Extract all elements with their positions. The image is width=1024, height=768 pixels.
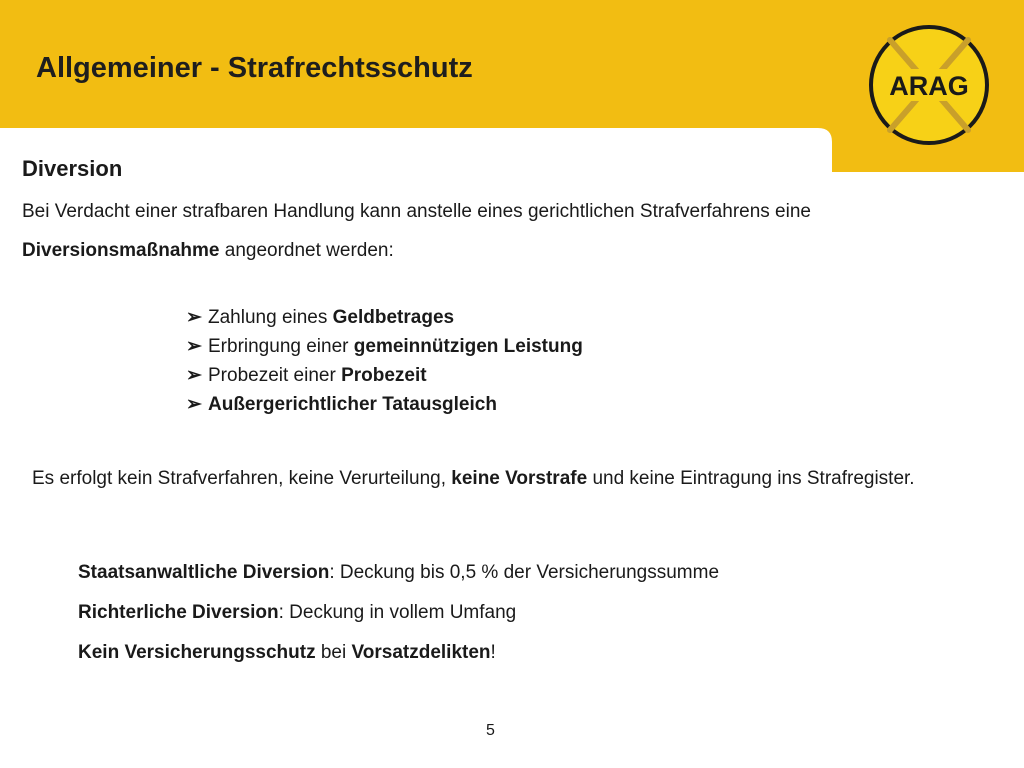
arrow-bullet-icon: ➢ — [186, 336, 202, 357]
arag-logo — [866, 22, 992, 148]
list-item: ➢ Außergerichtlicher Tatausgleich — [186, 392, 583, 421]
section-title: Diversion — [22, 156, 123, 181]
logo-text: ARAG — [889, 71, 969, 101]
arrow-bullet-icon: ➢ — [186, 365, 202, 386]
coverage-line-exclusion: Kein Versicherungsschutz bei Vorsatzdelikten! — [78, 642, 496, 663]
intro-rest: angeordnet werden: — [219, 240, 394, 261]
coverage-line-judicial: Richterliche Diversion: Deckung in vollem Umfang — [78, 602, 517, 623]
arrow-bullet-icon: ➢ — [186, 394, 202, 415]
intro-line-1: Bei Verdacht einer strafbaren Handlung kann anstelle eines gerichtlichen Strafverfahrens eine — [22, 201, 811, 222]
diversion-measures-list — [186, 305, 583, 421]
page-title: Allgemeiner - Strafrechtsschutz — [36, 52, 473, 84]
no-record-note: Es erfolgt kein Strafverfahren, keine Verurteilung, keine Vorstrafe und keine Eintragung ins Strafregister. — [32, 468, 915, 489]
coverage-line-prosecution: Staatsanwaltliche Diversion: Deckung bis 0,5 % der Versicherungssumme — [78, 562, 720, 583]
page-number: 5 — [486, 722, 495, 739]
list-item: ➢ Zahlung eines Geldbetrages — [186, 305, 583, 334]
arrow-bullet-icon: ➢ — [186, 307, 202, 328]
intro-term: Diversionsmaßnahme — [22, 240, 220, 261]
intro-line-2 — [22, 240, 394, 262]
list-item: ➢ Erbringung einer gemeinnützigen Leistung — [186, 334, 583, 363]
list-item: ➢ Probezeit einer Probezeit — [186, 363, 583, 392]
